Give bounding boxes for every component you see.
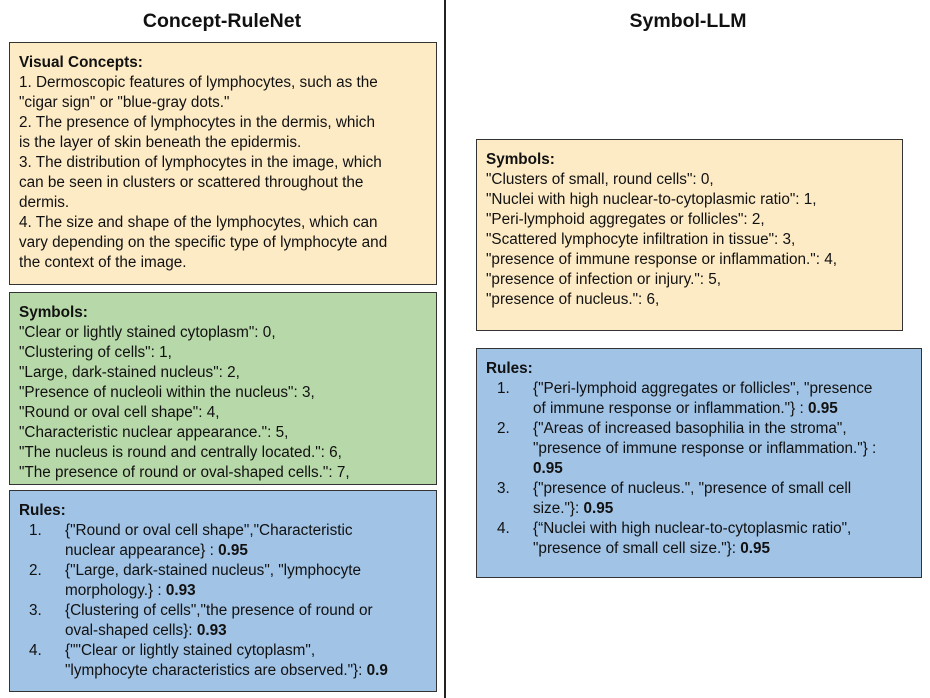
rule-number: 2. <box>497 420 510 437</box>
rule-item <box>486 419 913 459</box>
rule-number: 2. <box>29 562 42 579</box>
rule-item <box>19 601 428 641</box>
rule-line: {Clustering of cells","the presence of round or <box>65 602 373 619</box>
rule-line-text: "presence of small cell size."}: <box>533 540 741 557</box>
right-rules-box <box>476 348 922 578</box>
rule-text <box>533 379 913 419</box>
right-rules-list <box>486 379 913 559</box>
left-rules-box <box>9 490 437 692</box>
rule-score-line <box>486 459 913 479</box>
rule-line-text: "lymphocyte characteristics are observed."}: <box>65 662 367 679</box>
rule-text <box>65 601 428 641</box>
rule-text <box>65 641 428 681</box>
rule-line: {"Round or oval cell shape","Characteristic <box>65 522 353 539</box>
visual-concept-line: dermis. <box>19 194 70 211</box>
symbol-line: "Clusters of small, round cells": 0, <box>486 171 714 188</box>
visual-concepts-list <box>19 73 428 273</box>
visual-concept-line: "cigar sign" or "blue-gray dots." <box>19 94 230 111</box>
visual-concepts-box <box>9 42 437 285</box>
rule-text <box>533 419 913 459</box>
right-symbols-title: Symbols: <box>486 151 555 168</box>
symbol-line: "Round or oval cell shape": 4, <box>19 404 220 421</box>
rule-score: 0.95 <box>740 540 771 557</box>
rule-number: 3. <box>497 480 510 497</box>
visual-concept-line: 4. The size and shape of the lymphocytes, which can <box>19 214 378 231</box>
visual-concept-line: 3. The distribution of lymphocytes in the image, which <box>19 154 382 171</box>
rule-line: "presence of immune response or inflammation."} : <box>533 440 877 457</box>
rule-line: {"presence of nucleus.", "presence of small cell <box>533 480 852 497</box>
rule-number: 4. <box>29 642 42 659</box>
rule-line <box>65 581 428 601</box>
symbol-line: "The presence of round or oval-shaped cells.": 7, <box>19 464 350 481</box>
rule-score: 0.95 <box>807 400 838 417</box>
symbol-line: "Clear or lightly stained cytoplasm": 0, <box>19 324 276 341</box>
visual-concept-line: 2. The presence of lymphocytes in the dermis, which <box>19 114 375 131</box>
left-symbols-title: Symbols: <box>19 304 88 321</box>
left-rules-list <box>19 521 428 681</box>
rule-item <box>486 519 913 559</box>
rule-line <box>533 539 913 559</box>
symbol-line: "The nucleus is round and centrally located.": 6, <box>19 444 342 461</box>
symbol-line: "Presence of nucleoli within the nucleus": 3, <box>19 384 315 401</box>
right-rules-title: Rules: <box>486 360 533 377</box>
rule-line: {"Large, dark-stained nucleus", "lymphocyte <box>65 562 362 579</box>
rule-item <box>486 479 913 519</box>
left-column-title: Concept-RuleNet <box>142 10 302 32</box>
rule-line-text: of immune response or inflammation."} : <box>533 400 808 417</box>
symbol-line: "presence of nucleus.": 6, <box>486 291 660 308</box>
rule-score: 0.95 <box>583 500 614 517</box>
visual-concepts-title: Visual Concepts: <box>19 54 143 71</box>
rule-number: 1. <box>497 380 510 397</box>
rule-line-text: morphology.} : <box>65 582 166 599</box>
symbol-line: "Nuclei with high nuclear-to-cytoplasmic ratio": 1, <box>486 191 817 208</box>
symbol-line: "Peri-lymphoid aggregates or follicles": 2, <box>486 211 765 228</box>
rule-line: {“Nuclei with high nuclear-to-cytoplasmic ratio", <box>533 520 852 537</box>
visual-concept-line: vary depending on the specific type of lymphocyte and <box>19 234 388 251</box>
rule-line <box>65 661 428 681</box>
rule-line-text: nuclear appearance} : <box>65 542 219 559</box>
rule-item <box>19 521 428 561</box>
right-column-title: Symbol-LLM <box>629 10 747 32</box>
rule-line <box>533 399 913 419</box>
symbol-line: "Clustering of cells": 1, <box>19 344 172 361</box>
right-symbols-box <box>476 139 903 331</box>
rule-text <box>533 479 913 519</box>
rule-line-text: oval-shaped cells}: <box>65 622 197 639</box>
left-symbols-box <box>9 292 437 485</box>
rule-item <box>19 561 428 601</box>
rule-text <box>533 519 913 559</box>
rule-line <box>65 541 428 561</box>
rule-number: 1. <box>29 522 42 539</box>
rule-line: {"Peri-lymphoid aggregates or follicles", "presence <box>533 380 873 397</box>
visual-concept-line: is the layer of skin beneath the epidermis. <box>19 134 302 151</box>
rule-score: 0.95 <box>533 460 563 477</box>
column-divider <box>444 0 446 698</box>
symbol-line: "presence of infection or injury.": 5, <box>486 271 722 288</box>
rule-item <box>486 379 913 419</box>
symbol-line: "Scattered lymphocyte infiltration in tissue": 3, <box>486 231 796 248</box>
rule-number: 3. <box>29 602 42 619</box>
rule-score: 0.95 <box>218 542 248 559</box>
rule-score: 0.9 <box>366 662 388 679</box>
visual-concept-line: can be seen in clusters or scattered throughout the <box>19 174 364 191</box>
rule-number: 4. <box>497 520 510 537</box>
rule-score: 0.93 <box>196 622 227 639</box>
rule-text <box>65 561 428 601</box>
rule-line: {"Areas of increased basophilia in the stroma", <box>533 420 847 437</box>
rule-line <box>65 621 428 641</box>
rule-score: 0.93 <box>165 582 196 599</box>
symbol-line: "Large, dark-stained nucleus": 2, <box>19 364 240 381</box>
symbol-line: "Characteristic nuclear appearance.": 5, <box>19 424 289 441</box>
rule-item <box>19 641 428 681</box>
visual-concept-line: the context of the image. <box>19 254 187 271</box>
rule-text <box>65 521 428 561</box>
rule-line: {""Clear or lightly stained cytoplasm", <box>65 642 316 659</box>
visual-concept-line: 1. Dermoscopic features of lymphocytes, such as the <box>19 74 378 91</box>
left-rules-title: Rules: <box>19 502 66 519</box>
rule-line-text: size."}: <box>533 500 584 517</box>
symbol-line: "presence of immune response or inflammation.": 4, <box>486 251 837 268</box>
rule-line <box>533 499 913 519</box>
